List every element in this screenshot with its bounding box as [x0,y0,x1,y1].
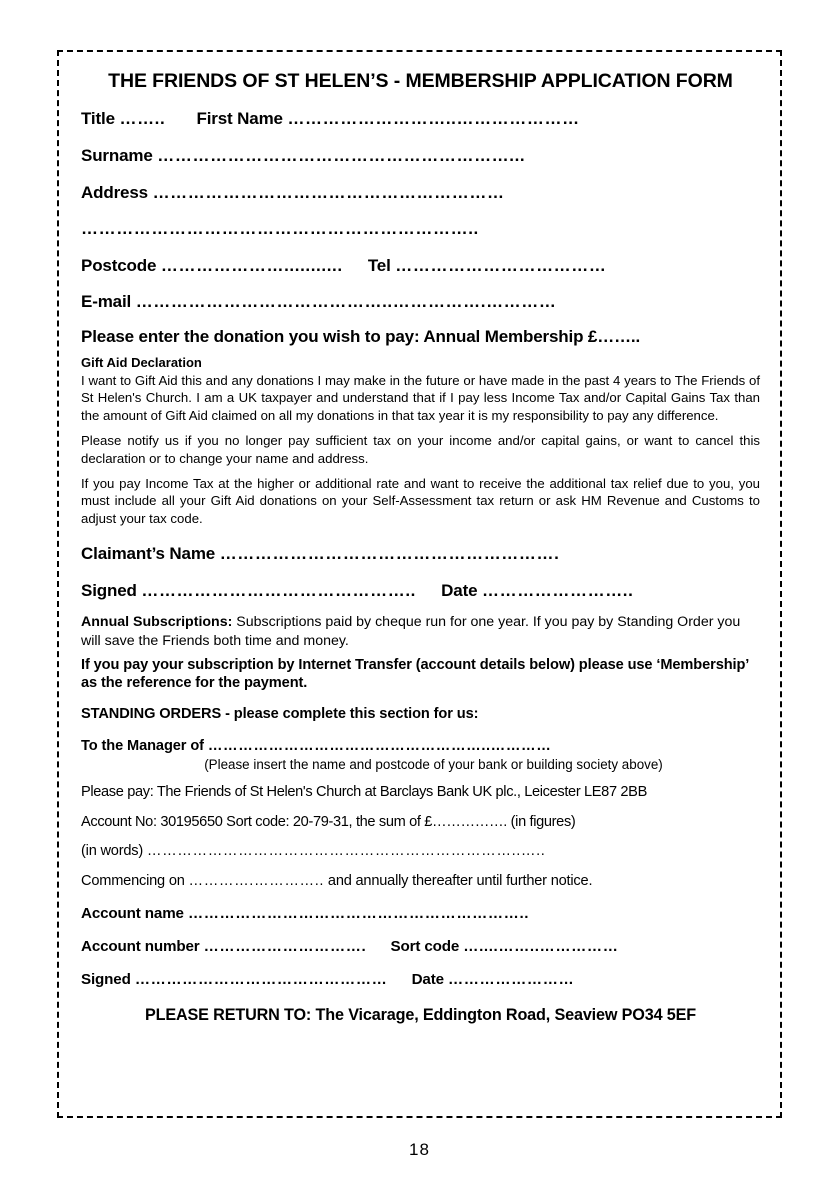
tel-label: Tel [367,255,391,275]
field-signed-date [81,581,760,601]
membership-application-form-box [57,50,782,1118]
address-dot-leader[interactable]: …………………………………………………… [152,182,505,202]
account-number-dot-leader[interactable]: …………………………. [203,938,367,956]
field-commencing-on [81,873,760,891]
address-label: Address [81,182,148,202]
email-dot-leader[interactable]: ……………………………………..…………….………… [135,292,557,312]
email-label: E-mail [81,292,132,312]
field-address [81,183,760,203]
gift-aid-paragraph-1: I want to Gift Aid this and any donations I may make in the future or have made in the past 4 years to The Friends of St Helen's Church. I am a UK taxpayer and understand that if I pay less Income Tax and/or Capital Gains Tax than the amount of Gift Aid claimed on all my donations in that tax year it is my responsibility to pay any difference. [81,372,760,423]
gift-aid-paragraph-2: Please notify us if you no longer pay sufficient tax on your income and/or capital gains, or want to cancel this declaration or to change your name and address. [81,433,760,466]
commencing-on-dot-leader[interactable]: ………….………….. [188,872,325,889]
sort-code-label: Sort code [390,938,460,956]
in-words-dot-leader[interactable]: ………………………………………………………………..….. [146,843,546,860]
first-name-label: First Name [196,109,283,129]
manager-of-dot-leader[interactable]: ………………………………………………..………… [207,738,552,755]
postcode-label: Postcode [81,255,157,275]
postcode-dot-leader[interactable]: …………………........... [160,255,343,275]
date-dot-leader[interactable]: …………………….. [482,580,634,600]
manager-of-label: To the Manager of [81,738,204,755]
internet-transfer-paragraph: If you pay your subscription by Internet Transfer (account details below) please use ‘Membership’ as the reference for the payment. [81,656,749,692]
please-pay-line: Please pay: The Friends of St Helen's Church at Barclays Bank UK plc., Leicester LE87 2BB [81,784,647,801]
please-return-to-line: PLEASE RETURN TO: The Vicarage, Eddington Road, Seaview PO34 5EF [144,1005,697,1024]
so-date-dot-leader[interactable]: …………………… [447,971,575,989]
field-standing-order-signed-date [81,971,760,989]
field-email [81,292,760,312]
signed-dot-leader[interactable]: ……………………………………….. [141,580,417,600]
gift-aid-heading: Gift Aid Declaration [81,355,202,371]
annual-subscriptions-paragraph [81,613,760,649]
account-number-label: Account number [81,938,200,956]
account-name-label: Account name [81,905,184,923]
commencing-on-label: Commencing on [81,872,185,889]
sort-code-dot-leader[interactable]: …....……..…………… [463,938,619,956]
signed-label: Signed [81,580,137,600]
title-label: Title [81,109,115,129]
field-title-firstname [81,109,760,129]
field-surname [81,146,760,166]
annual-subscriptions-label: Annual Subscriptions: [81,614,233,631]
field-claimant-name [81,544,760,564]
page-title: THE FRIENDS OF ST HELEN’S - MEMBERSHIP APPLICATION FORM [108,70,733,92]
field-manager-of [81,738,760,754]
so-date-label: Date [411,971,444,989]
annual-subscriptions-text: Subscriptions paid by cheque run for one year. If you pay by Standing Order you will save the Friends both time and money. [81,614,741,649]
surname-label: Surname [81,145,153,165]
claimant-name-dot-leader[interactable]: …………………………………………………. [219,544,560,564]
address-line2-dot-leader[interactable]: ………………………………………………………….. [81,219,479,239]
account-sortcode-sum-line[interactable]: Account No: 30195650 Sort code: 20-79-31, the sum of £……………. (in figures) [81,813,576,830]
so-signed-label: Signed [81,971,131,989]
date-label: Date [441,580,478,600]
account-name-dot-leader[interactable]: ……………………………………………………….. [187,905,530,923]
field-in-words [81,843,760,861]
field-account-number-sortcode [81,938,760,956]
claimant-name-label: Claimant’s Name [81,544,216,564]
gift-aid-paragraph-3: If you pay Income Tax at the higher or additional rate and want to receive the additional tax relief due to you, you must include all your Gift Aid donations on your Self-Assessment tax return or ask HM Revenue and Customs to adjust your tax code. [81,475,760,526]
page-number: 18 [409,1140,430,1159]
bank-insert-note: (Please insert the name and postcode of your bank or building society above) [204,757,663,773]
field-donation[interactable]: Please enter the donation you wish to pay: Annual Membership £…….. [81,326,641,346]
in-words-label: (in words) [81,843,144,860]
tel-dot-leader[interactable]: ……………………………… [395,255,607,275]
so-signed-dot-leader[interactable]: ………………………………………… [134,971,388,989]
commencing-on-tail: and annually thereafter until further notice. [324,872,593,889]
field-account-name [81,905,760,923]
first-name-dot-leader[interactable]: ………………………..………………… [287,109,580,129]
field-address-line2 [81,219,760,239]
title-dot-leader[interactable]: …….. [119,109,166,129]
standing-orders-heading: STANDING ORDERS - please complete this section for us: [81,706,479,723]
field-postcode-tel [81,256,760,276]
surname-dot-leader[interactable]: ……………………………………………………... [157,145,526,165]
